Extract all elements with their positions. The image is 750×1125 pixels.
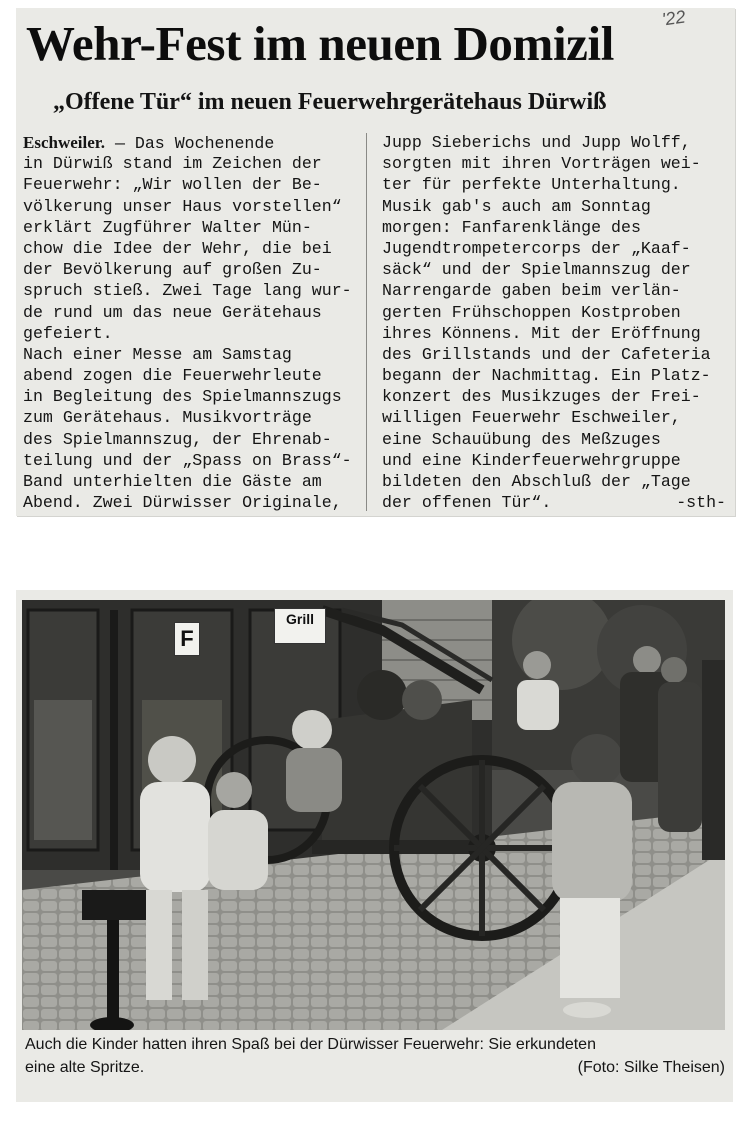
article-line [382,492,726,513]
article-line: teilung und der „Spass on Brass“- [23,450,352,470]
caption-line: Auch die Kinder hatten ihren Spaß bei der Dürwisser Feuerwehr: Sie erkundeten [25,1036,596,1053]
article-line: Eschweiler. — Das Wochenende [23,133,275,153]
photo-credit: (Foto: Silke Theisen) [577,1059,725,1076]
article-final-line: der offenen Tür“. [382,493,552,513]
article-line: willigen Feuerwehr Eschweiler, [382,408,681,428]
photo-scene-illustration [22,600,725,1030]
caption-line: eine alte Spritze. [25,1059,145,1076]
article-line: Narrengarde gaben beim verlän- [382,281,681,301]
column-divider [366,133,367,511]
article-line: Nach einer Messe am Samstag [23,344,292,364]
article-line: erklärt Zugführer Walter Mün- [23,217,312,237]
article-line: und eine Kinderfeuerwehrgruppe [382,450,681,470]
article-line: in Dürwiß stand im Zeichen der [23,154,322,174]
article-line: Jupp Sieberichs und Jupp Wolff, [382,133,691,152]
photo-caption [25,1033,725,1079]
article-line: gerten Frühschoppen Kostproben [382,302,681,322]
article-column-left [23,132,363,513]
article-line: der Bevölkerung auf großen Zu- [23,260,322,280]
article-line: morgen: Fanfarenklänge des [382,217,641,237]
article-line: gefeiert. [23,323,113,343]
handwritten-mark: '22 [660,6,687,30]
article-headline: Wehr-Fest im neuen Domizil [26,16,614,71]
newspaper-photo [22,600,725,1030]
article-line: chow die Idee der Wehr, die bei [23,238,332,258]
door-sign-f: F [174,622,200,656]
article-line: bildeten den Abschluß der „Tage [382,472,691,491]
article-line: begann der Nachmittag. Ein Platz- [382,366,711,386]
author-signature: -sth- [676,493,726,513]
article-line: spruch stieß. Zwei Tage lang wur- [23,281,352,301]
article-line: eine Schauübung des Meßzuges [382,429,661,449]
article-line: Band unterhielten die Gäste am [23,472,322,491]
article-line: des Spielmannszug, der Ehrenab- [23,429,332,449]
article-line: sorgten mit ihren Vorträgen wei- [382,154,701,174]
article-line: konzert des Musikzuges der Frei- [382,387,701,407]
article-line: Jugendtrompetercorps der „Kaaf- [382,238,691,258]
article-line: ihres Könnens. Mit der Eröffnung [382,323,701,343]
article-line: in Begleitung des Spielmannszugs [23,387,342,407]
newspaper-article-clipping [16,8,735,516]
article-line: Feuerwehr: „Wir wollen der Be- [23,175,322,195]
article-line: abend zogen die Feuerwehrleute [23,366,322,386]
article-subheadline: „Offene Tür“ im neuen Feuerwehrgerätehaus Dürwiß [53,89,607,115]
article-line: säck“ und der Spielmannszug der [382,260,691,280]
door-sign-grill: Grill [274,608,326,644]
article-dateline: Eschweiler. [23,133,106,152]
article-line: Musik gab's auch am Sonntag [382,196,651,216]
article-line: ter für perfekte Unterhaltung. [382,175,681,195]
article-column-right [382,132,726,513]
article-line: de rund um das neue Gerätehaus [23,302,322,322]
photo-clipping [16,590,733,1102]
article-line: Abend. Zwei Dürwisser Originale, [23,493,342,513]
article-line: völkerung unser Haus vorstellen“ [23,196,342,216]
article-line: des Grillstands und der Cafeteria [382,344,711,364]
article-line: zum Gerätehaus. Musikvorträge [23,408,312,428]
